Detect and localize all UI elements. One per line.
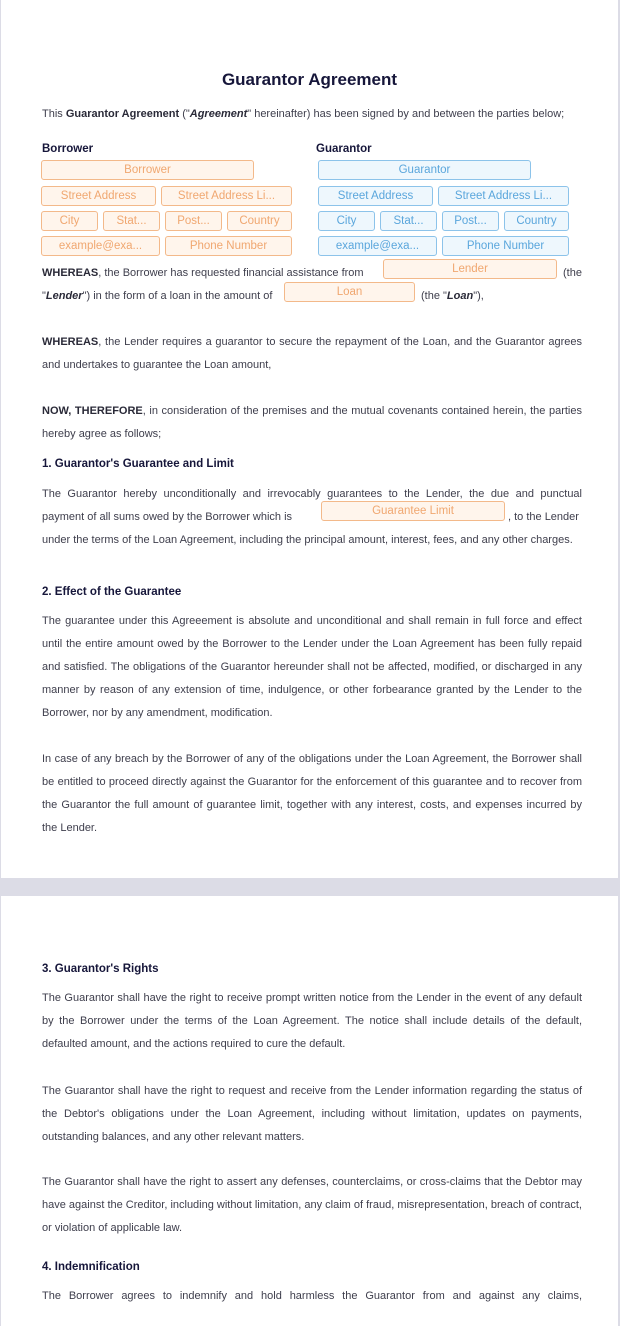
whereas1-the: (the [563, 267, 582, 279]
guarantor-street-field[interactable]: Street Address [318, 186, 433, 206]
borrower-city-field[interactable]: City [41, 211, 98, 231]
guarantor-heading: Guarantor [316, 143, 372, 155]
section2-heading: 2. Effect of the Guarantee [42, 586, 182, 598]
document-title: Guarantor Agreement [221, 70, 398, 89]
borrower-phone-field[interactable]: Phone Number [165, 236, 292, 256]
section2-paragraph2: In case of any breach by the Borrower of any of the obligations under the Loan Agreement, the Borrower shall be entitled to proceed directly against the Guarantor for the enforcement of this guarantee and to recover from the Guarantor the full amount of guarantee limit, together with any interest, costs, and expenses incurred by the Lender. [42, 753, 582, 834]
borrower-country-field[interactable]: Country [227, 211, 292, 231]
borrower-heading: Borrower [42, 143, 94, 155]
document-page-2 [1, 896, 618, 1326]
borrower-postal-field[interactable]: Post... [165, 211, 222, 231]
whereas2-paragraph: WHEREAS, the Lender requires a guarantor to secure the repayment of the Loan, and the Guarantor agrees and undertakes to guarantee the Loan amount, [42, 336, 582, 371]
guarantee-limit-field[interactable]: Guarantee Limit [321, 501, 505, 521]
whereas1-line1: WHEREAS, the Borrower has requested financial assistance from [42, 267, 364, 279]
guarantor-postal-field[interactable]: Post... [442, 211, 499, 231]
section3-paragraph2: The Guarantor shall have the right to request and receive from the Lender information regarding the status of the Debtor's obligations under the Loan Agreement, including without limitation, updates on payments, outstanding balances, and any other relevant matters. [42, 1085, 582, 1143]
guarantor-email-field[interactable]: example@exa... [318, 236, 437, 256]
section1-rest: under the terms of the Loan Agreement, including the principal amount, interest, fees, and any other charges. [42, 534, 573, 546]
guarantor-phone-field[interactable]: Phone Number [442, 236, 569, 256]
section1-line2a: payment of all sums owed by the Borrower which is [42, 511, 293, 523]
section1-line1: The Guarantor hereby unconditionally and irrevocably guarantees to the Lender, the due and punctual [42, 488, 582, 500]
section1-line2b: , to the Lender [508, 511, 579, 523]
section4-heading: 4. Indemnification [42, 1261, 140, 1273]
section3-paragraph1: The Guarantor shall have the right to receive prompt written notice from the Lender in the event of any default by the Borrower under the terms of the Loan Agreement. The notice shall include details of the default, defaulted amount, and the actions required to cure the default. [42, 992, 582, 1050]
now-therefore-paragraph: NOW, THEREFORE, in consideration of the premises and the mutual covenants contained herein, the parties hereby agree as follows; [42, 405, 582, 440]
section3-heading: 3. Guarantor's Rights [42, 963, 159, 975]
guarantor-state-field[interactable]: Stat... [380, 211, 437, 231]
lender-field[interactable]: Lender [383, 259, 557, 279]
borrower-street-field[interactable]: Street Address [41, 186, 156, 206]
guarantor-city-field[interactable]: City [318, 211, 375, 231]
intro-paragraph: This Guarantor Agreement ("Agreement" hereinafter) has been signed by and between the parties below; [42, 108, 565, 120]
section4-paragraph1: The Borrower agrees to indemnify and hold harmless the Guarantor from and against any claims, [42, 1290, 582, 1302]
section2-paragraph1: The guarantee under this Agreeement is absolute and unconditional and shall remain in full force and effect until the entire amount owed by the Borrower to the Lender under the Loan Agreement has been fully repaid and satisfied. The obligations of the Guarantor hereunder shall not be affected, modified, or discharged in any manner by reason of any extension of time, indulgence, or other forbearance granted by the Lender to the Borrower, nor by any amendment, modification. [42, 615, 582, 719]
guarantor-name-field[interactable]: Guarantor [318, 160, 531, 180]
guarantor-street2-field[interactable]: Street Address Li... [438, 186, 569, 206]
borrower-state-field[interactable]: Stat... [103, 211, 160, 231]
section3-paragraph3: The Guarantor shall have the right to assert any defenses, counterclaims, or cross-claims that the Debtor may have against the Creditor, including without limitation, any claim of fraud, misrepresentation, breach of contract, or violation of applicable law. [42, 1176, 582, 1234]
document-page-1 [1, 0, 618, 878]
whereas1-line2: "Lender") in the form of a loan in the amount of [42, 290, 273, 302]
whereas1-line2-end: (the "Loan"), [421, 290, 484, 302]
borrower-street2-field[interactable]: Street Address Li... [161, 186, 292, 206]
borrower-name-field[interactable]: Borrower [41, 160, 254, 180]
section1-heading: 1. Guarantor's Guarantee and Limit [42, 458, 234, 470]
loan-field[interactable]: Loan [284, 282, 415, 302]
guarantor-country-field[interactable]: Country [504, 211, 569, 231]
borrower-email-field[interactable]: example@exa... [41, 236, 160, 256]
